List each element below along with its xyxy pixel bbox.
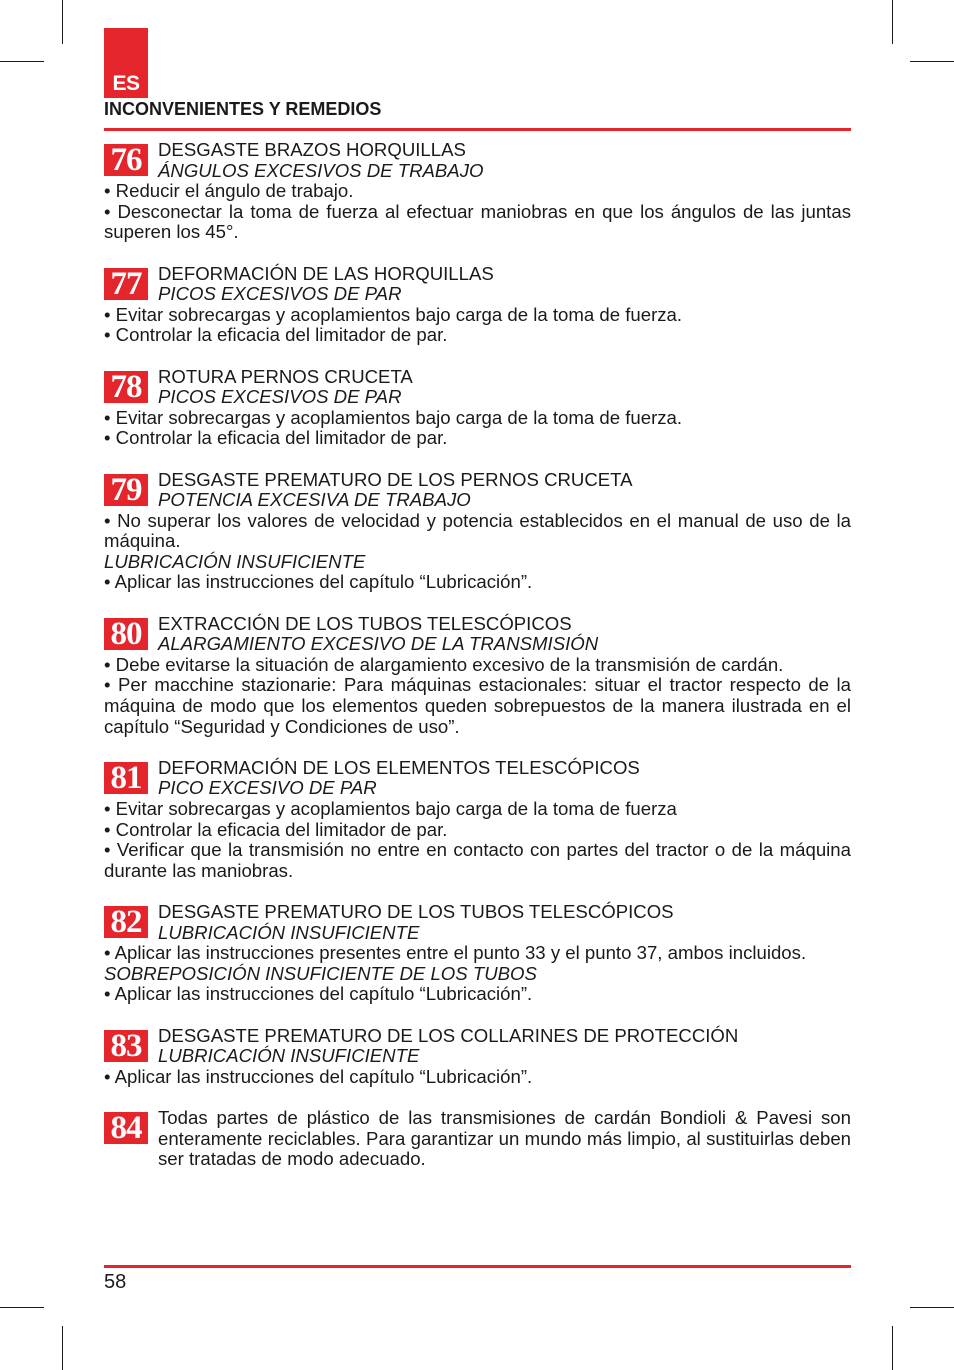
remedy-line: • Controlar la eficacia del limitador de par. xyxy=(104,427,448,449)
section-heading: ROTURA PERNOS CRUCETA xyxy=(158,365,413,387)
section-78 xyxy=(104,367,851,449)
remedy-line: • Controlar la eficacia del limitador de par. xyxy=(104,818,448,840)
section-number: 77 xyxy=(104,268,148,300)
section-heading: DESGASTE PREMATURO DE LOS TUBOS TELESCÓPICOS xyxy=(158,900,674,922)
section-heading: DEFORMACIÓN DE LOS ELEMENTOS TELESCÓPICOS xyxy=(158,756,640,778)
crop-mark xyxy=(62,1326,63,1370)
section-number: 78 xyxy=(104,371,148,403)
troubleshooting-list xyxy=(104,140,851,1190)
crop-mark xyxy=(892,1326,893,1370)
remedy-line: • Controlar la eficacia del limitador de par. xyxy=(104,324,448,346)
remedy-line: • Evitar sobrecargas y acoplamientos bajo carga de la toma de fuerza. xyxy=(104,303,683,325)
section-cause: LUBRICACIÓN INSUFICIENTE xyxy=(158,921,420,943)
section-cause: ÁNGULOS EXCESIVOS DE TRABAJO xyxy=(158,159,484,181)
section-79 xyxy=(104,470,851,594)
remedy-line: • Aplicar las instrucciones del capítulo “Lubricación”. xyxy=(104,983,533,1005)
remedy-line: • Verificar que la transmisión no entre en contacto con partes del tractor o de la máquina durante las maniobras. xyxy=(104,839,851,881)
section-84 xyxy=(104,1108,851,1170)
section-number: 83 xyxy=(104,1030,148,1062)
section-77 xyxy=(104,264,851,346)
section-number: 84 xyxy=(104,1112,148,1144)
section-heading: DESGASTE BRAZOS HORQUILLAS xyxy=(158,139,466,160)
crop-mark xyxy=(910,61,954,62)
section-number: 80 xyxy=(104,618,148,650)
section-cause: PICO EXCESIVO DE PAR xyxy=(158,777,377,799)
section-cause: SOBREPOSICIÓN INSUFICIENTE DE LOS TUBOS xyxy=(104,962,537,984)
recycling-note: Todas partes de plástico de las transmisiones de cardán Bondioli & Pavesi son enteramente reciclables. Para garantizar un mundo más limpio, al sustituirlas deben ser tratadas de modo adecuado. xyxy=(158,1106,851,1170)
section-cause: LUBRICACIÓN INSUFICIENTE xyxy=(104,550,366,572)
section-80 xyxy=(104,614,851,738)
section-heading: DESGASTE PREMATURO DE LOS COLLARINES DE PROTECCIÓN xyxy=(158,1024,739,1046)
remedy-line: • Debe evitarse la situación de alargamiento excesivo de la transmisión de cardán. xyxy=(104,653,784,675)
section-76 xyxy=(104,140,851,243)
remedy-line: • Aplicar las instrucciones del capítulo “Lubricación”. xyxy=(104,571,533,593)
section-cause: PICOS EXCESIVOS DE PAR xyxy=(158,283,402,305)
remedy-line: • Desconectar la toma de fuerza al efectuar maniobras en que los ángulos de las juntas superen los 45°. xyxy=(104,200,851,243)
section-cause: POTENCIA EXCESIVA DE TRABAJO xyxy=(158,489,471,511)
section-cause: ALARGAMIENTO EXCESIVO DE LA TRANSMISIÓN xyxy=(158,633,599,655)
crop-mark xyxy=(892,0,893,44)
page-title: INCONVENIENTES Y REMEDIOS xyxy=(104,99,382,119)
section-heading: DESGASTE PREMATURO DE LOS PERNOS CRUCETA xyxy=(158,468,633,490)
crop-mark xyxy=(0,61,44,62)
crop-mark xyxy=(62,0,63,44)
crop-mark xyxy=(910,1307,954,1308)
remedy-line: • No superar los valores de velocidad y potencia establecidos en el manual de uso de la máquina. xyxy=(104,509,851,552)
crop-mark xyxy=(0,1307,44,1308)
remedy-line: • Aplicar las instrucciones presentes entre el punto 33 y el punto 37, ambos incluidos. xyxy=(104,942,807,964)
section-82 xyxy=(104,902,851,1005)
section-cause: PICOS EXCESIVOS DE PAR xyxy=(158,386,402,408)
footer-divider xyxy=(104,1265,851,1268)
section-number: 81 xyxy=(104,762,148,794)
header-divider xyxy=(104,128,851,131)
language-code: ES xyxy=(112,72,140,95)
remedy-line: • Evitar sobrecargas y acoplamientos bajo carga de la toma de fuerza. xyxy=(104,406,683,428)
section-number: 82 xyxy=(104,906,148,938)
section-heading: EXTRACCIÓN DE LOS TUBOS TELESCÓPICOS xyxy=(158,612,572,634)
section-number: 76 xyxy=(104,144,148,176)
section-81 xyxy=(104,758,851,882)
remedy-line: • Aplicar las instrucciones del capítulo “Lubricación”. xyxy=(104,1065,533,1087)
page-number: 58 xyxy=(104,1271,127,1293)
section-heading: DEFORMACIÓN DE LAS HORQUILLAS xyxy=(158,262,494,284)
language-tab xyxy=(104,28,148,98)
section-83 xyxy=(104,1026,851,1088)
remedy-line: • Per macchine stazionarie: Para máquinas estacionales: situar el tractor respecto de la máquina de modo que los elementos queden sobrepuestos de la manera ilustrada en el capítulo “Seguridad y Condiciones de uso”. xyxy=(104,674,851,737)
section-cause: LUBRICACIÓN INSUFICIENTE xyxy=(158,1045,420,1067)
remedy-line: • Evitar sobrecargas y acoplamientos bajo carga de la toma de fuerza xyxy=(104,798,677,819)
remedy-line: • Reducir el ángulo de trabajo. xyxy=(104,180,354,202)
section-number: 79 xyxy=(104,474,148,506)
